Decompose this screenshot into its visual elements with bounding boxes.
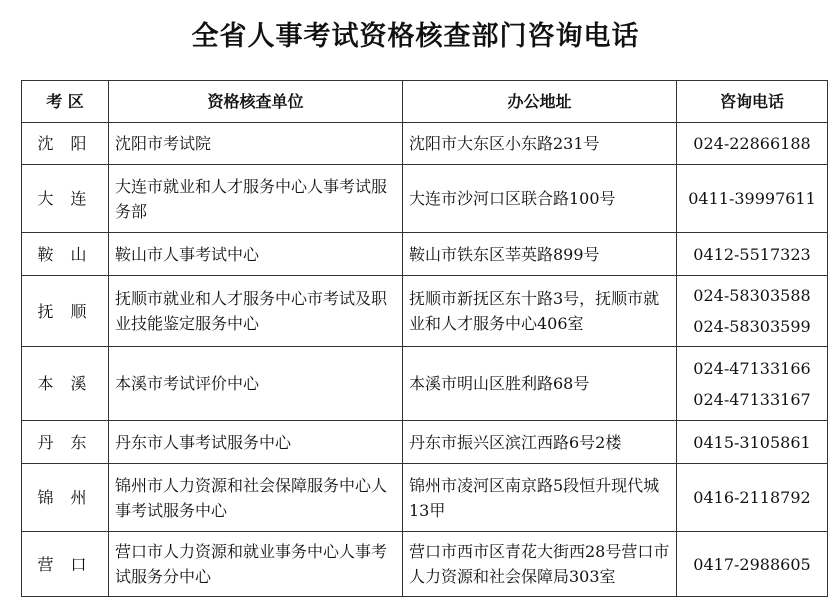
unit-cell: 抚顺市就业和人才服务中心市考试及职业技能鉴定服务中心 bbox=[109, 276, 403, 347]
unit-cell: 大连市就业和人才服务中心人事考试服务部 bbox=[109, 165, 403, 233]
address-cell: 丹东市振兴区滨江西路6号2楼 bbox=[403, 421, 677, 464]
region-cell: 抚 顺 bbox=[22, 276, 109, 347]
phone-number: 0412-5517323 bbox=[693, 244, 811, 264]
region-cell: 营 口 bbox=[22, 532, 109, 597]
region-cell: 锦 州 bbox=[22, 464, 109, 532]
address-cell: 锦州市凌河区南京路5段恒升现代城13甲 bbox=[403, 464, 677, 532]
unit-cell: 锦州市人力资源和社会保障服务中心人事考试服务中心 bbox=[109, 464, 403, 532]
phone-number: 024-22866188 bbox=[693, 134, 811, 153]
phone-cell bbox=[677, 347, 828, 421]
unit-cell: 丹东市人事考试服务中心 bbox=[109, 421, 403, 464]
table-header-row bbox=[22, 81, 828, 123]
unit-cell: 本溪市考试评价中心 bbox=[109, 347, 403, 421]
address-cell: 本溪市明山区胜利路68号 bbox=[403, 347, 677, 421]
region-cell: 大 连 bbox=[22, 165, 109, 233]
phone-cell bbox=[677, 276, 828, 347]
header-region: 考 区 bbox=[22, 81, 109, 123]
contact-table bbox=[21, 80, 828, 597]
region-cell: 本 溪 bbox=[22, 347, 109, 421]
region-cell: 沈 阳 bbox=[22, 123, 109, 165]
header-unit: 资格核查单位 bbox=[109, 81, 403, 123]
header-address: 办公地址 bbox=[403, 81, 677, 123]
phone-number: 024-58303588 bbox=[693, 286, 811, 305]
phone-cell bbox=[677, 123, 828, 165]
phone-number: 0411-39997611 bbox=[688, 189, 816, 208]
phone-cell bbox=[677, 532, 828, 597]
table-row bbox=[22, 421, 828, 464]
address-cell: 营口市西市区青花大街西28号营口市人力资源和社会保障局303室 bbox=[403, 532, 677, 597]
phone-number: 0415-3105861 bbox=[693, 432, 811, 452]
phone-cell bbox=[677, 421, 828, 464]
phone-number: 024-47133166 bbox=[693, 358, 811, 378]
address-cell: 沈阳市大东区小东路231号 bbox=[403, 123, 677, 165]
phone-cell bbox=[677, 464, 828, 532]
address-cell: 鞍山市铁东区莘英路899号 bbox=[403, 233, 677, 276]
page-title: 全省人事考试资格核查部门咨询电话 bbox=[191, 21, 640, 52]
phone-number: 0416-2118792 bbox=[693, 488, 811, 507]
table-row bbox=[22, 276, 828, 347]
header-phone: 咨询电话 bbox=[677, 81, 828, 123]
region-cell: 鞍 山 bbox=[22, 233, 109, 276]
phone-cell bbox=[677, 233, 828, 276]
region-cell: 丹 东 bbox=[22, 421, 109, 464]
table-row bbox=[22, 233, 828, 276]
address-cell: 抚顺市新抚区东十路3号，抚顺市就业和人才服务中心406室 bbox=[403, 276, 677, 347]
table-row bbox=[22, 532, 828, 597]
unit-cell: 鞍山市人事考试中心 bbox=[109, 233, 403, 276]
phone-cell bbox=[677, 165, 828, 233]
table-row bbox=[22, 464, 828, 532]
address-cell: 大连市沙河口区联合路100号 bbox=[403, 165, 677, 233]
phone-number: 024-47133167 bbox=[693, 389, 811, 409]
phone-number: 0417-2988605 bbox=[693, 554, 811, 574]
phone-number: 024-58303599 bbox=[693, 317, 811, 336]
unit-cell: 营口市人力资源和就业事务中心人事考试服务分中心 bbox=[109, 532, 403, 597]
unit-cell: 沈阳市考试院 bbox=[109, 123, 403, 165]
table-row bbox=[22, 123, 828, 165]
table-row bbox=[22, 347, 828, 421]
table-row bbox=[22, 165, 828, 233]
